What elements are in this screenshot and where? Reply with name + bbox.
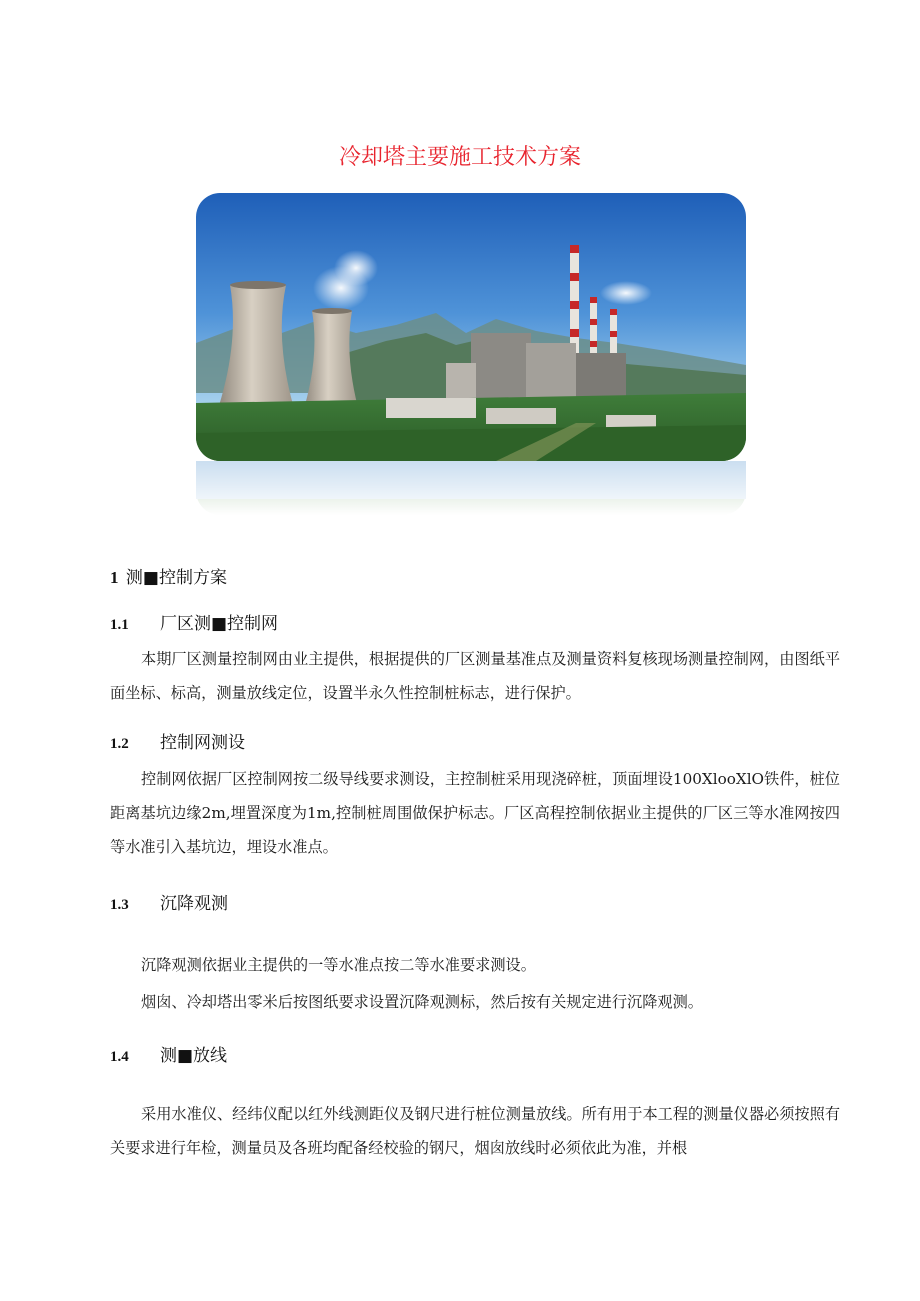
section-number: 1.3 bbox=[110, 897, 129, 913]
section-title: 厂区测■控制网 bbox=[160, 614, 279, 634]
section-1-4-heading bbox=[110, 1041, 227, 1066]
section-1-3-heading bbox=[110, 889, 228, 914]
section-number: 1.2 bbox=[110, 736, 129, 752]
section-number: 1 bbox=[110, 568, 119, 587]
section-1-1-body: 本期厂区测量控制网由业主提供，根据提供的厂区测量基准点及测量资料复核现场测量控制网，由图纸平面坐标、标高，测量放线定位，设置半永久性控制桩标志，进行保护。 bbox=[110, 650, 840, 702]
section-number: 1.4 bbox=[110, 1049, 129, 1065]
section-1-3-line-1: 沉降观测依据业主提供的一等水准点按二等水准要求测设。 bbox=[141, 956, 536, 974]
section-1-heading bbox=[110, 563, 227, 588]
document-title: 冷却塔主要施工技术方案 bbox=[338, 145, 581, 170]
section-title: 测■放线 bbox=[160, 1046, 228, 1066]
section-title: 控制网测设 bbox=[160, 733, 245, 753]
section-1-1-heading bbox=[110, 609, 278, 634]
section-1-2-heading bbox=[110, 728, 245, 753]
section-1-2-body: 控制网依据厂区控制网按二级导线要求测设，主控制桩采用现浇碎桩，顶面埋设100XlooXlO铁件，桩位距离基坑边缘2m,埋置深度为1m,控制桩周围做保护标志。厂区高程控制依据业主提供的厂区三等水准网按四等水准引入基坑边，埋设水准点。 bbox=[110, 770, 840, 856]
section-1-3-line-2: 烟囱、冷却塔出零米后按图纸要求设置沉降观测标，然后按有关规定进行沉降观测。 bbox=[141, 993, 703, 1011]
power-plant-photo bbox=[196, 193, 746, 515]
section-title: 测■控制方案 bbox=[125, 568, 227, 588]
section-number: 1.1 bbox=[110, 617, 129, 633]
section-1-4-body: 采用水准仪、经纬仪配以红外线测距仪及钢尺进行桩位测量放线。所有用于本工程的测量仪器必须按照有关要求进行年检，测量员及各班均配备经校验的钢尺，烟囱放线时必须依此为准，并根 bbox=[110, 1105, 840, 1157]
section-title: 沉降观测 bbox=[160, 894, 228, 914]
